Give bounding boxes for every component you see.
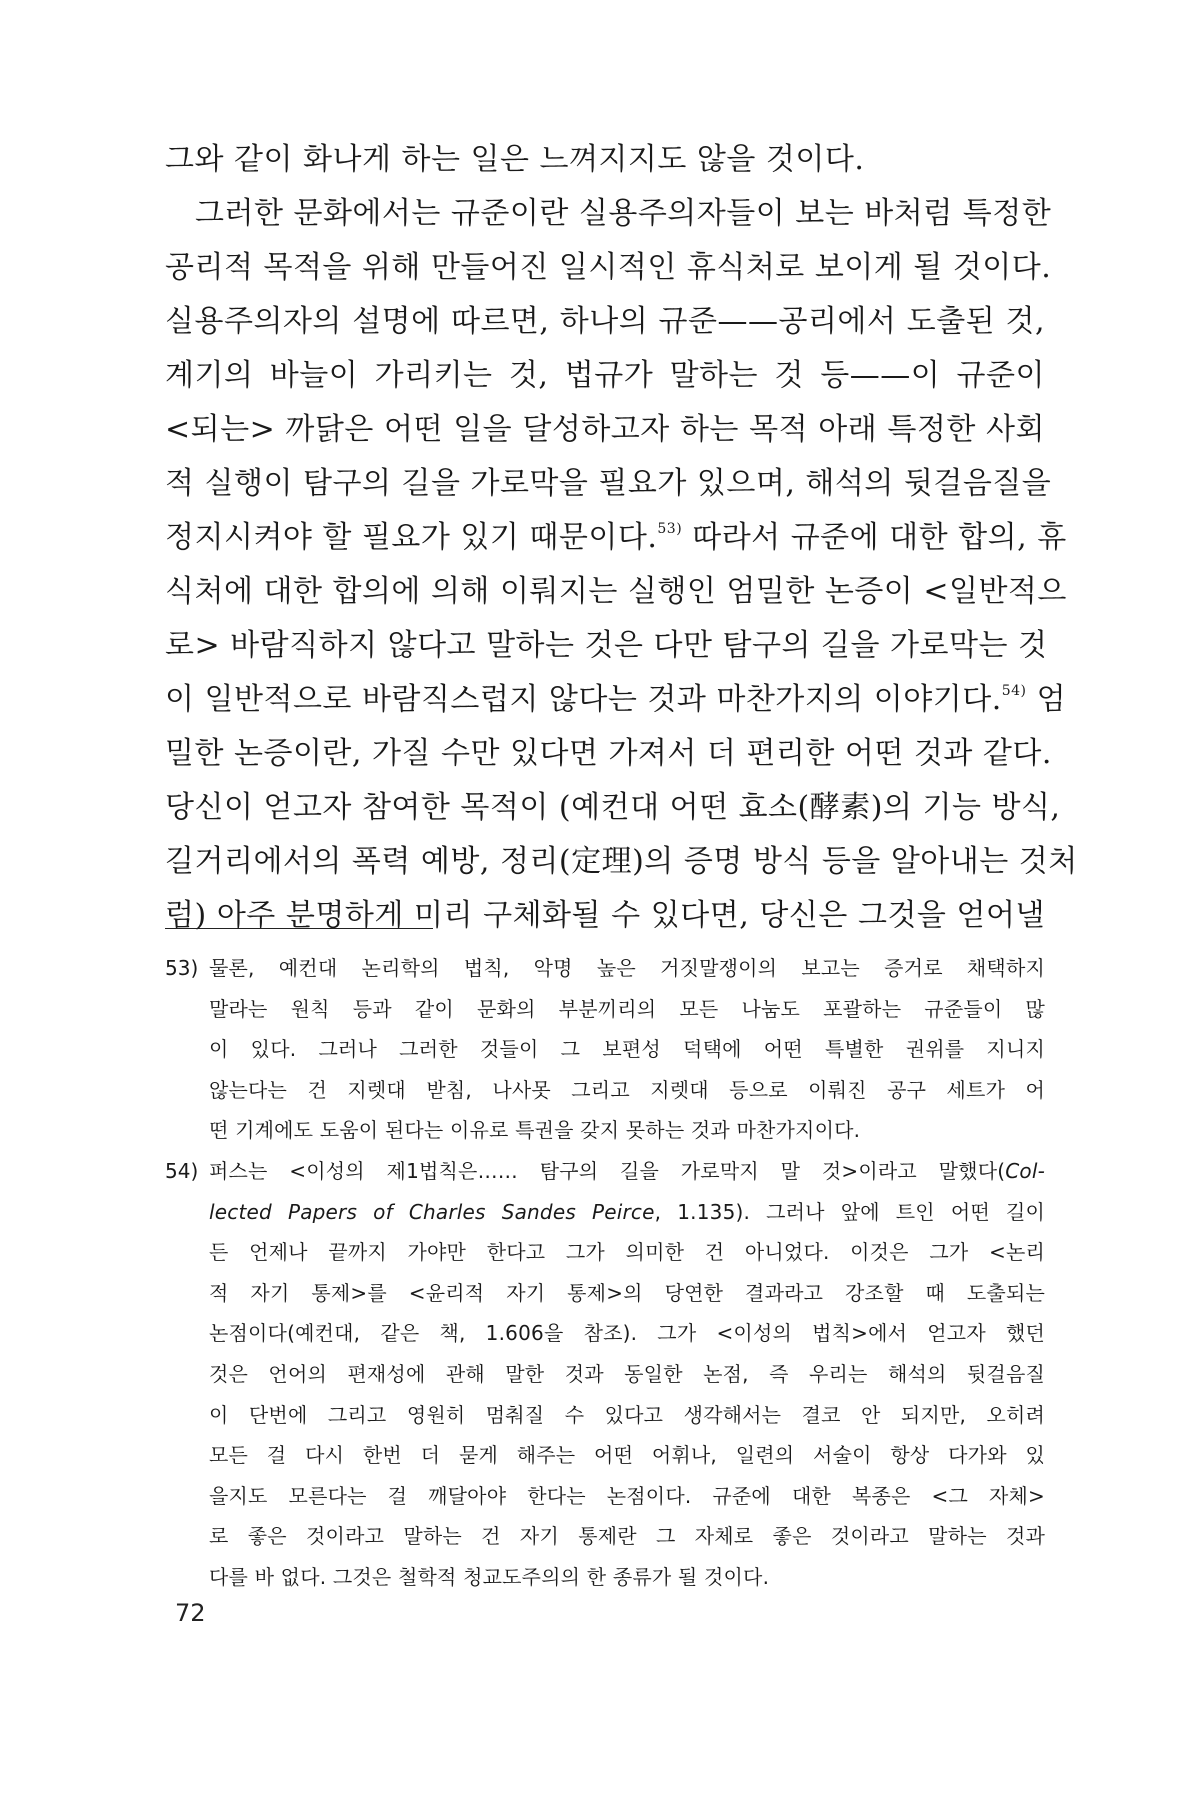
body-line bbox=[165, 518, 1067, 572]
body-line: 밀한 논증이란, 가질 수만 있다면 가져서 더 편리한 어떤 것과 같다. bbox=[165, 736, 1052, 771]
body-line: 공리적 목적을 위해 만들어진 일시적인 휴식처로 보이게 될 것이다. bbox=[165, 250, 1052, 285]
body-line: 식처에 대한 합의에 의해 이뤄지는 실행인 엄밀한 논증이 <일반적으 bbox=[165, 574, 1067, 609]
footnote-reference-54[interactable]: 54) bbox=[1001, 683, 1027, 699]
body-line: 실용주의자의 설명에 따르면, 하나의 규준——공리에서 도출된 것, bbox=[165, 304, 1045, 339]
body-line: 럼) 아주 분명하게 미리 구체화될 수 있다면, 당신은 그것을 얻어낼 bbox=[165, 898, 1045, 933]
footnote-line: 적 자기 통제>를 <윤리적 자기 통제>의 당연한 결과라고 강조할 때 도출되는 bbox=[209, 1280, 1045, 1305]
body-segment: 따라서 규준에 대한 합의, 휴 bbox=[692, 520, 1067, 555]
footnote-line: 않는다는 건 지렛대 받침, 나사못 그리고 지렛대 등으로 이뤄진 공구 세트가 어 bbox=[209, 1077, 1045, 1102]
body-line: 계기의 바늘이 가리키는 것, 법규가 말하는 것 등——이 규준이 bbox=[165, 358, 1045, 393]
footnote-54 bbox=[165, 1151, 1045, 1598]
body-line: 로> 바람직하지 않다고 말하는 것은 다만 탐구의 길을 가로막는 것 bbox=[165, 628, 1048, 663]
body-segment: 엄 bbox=[1036, 682, 1067, 717]
page-number: 72 bbox=[175, 1599, 206, 1627]
body-line: 그와 같이 화나게 하는 일은 느껴지지도 않을 것이다. bbox=[165, 142, 865, 177]
footnote-line: 다를 바 없다. 그것은 철학적 청교도주의의 한 종류가 될 것이다. bbox=[209, 1564, 770, 1589]
body-line: 당신이 얻고자 참여한 목적이 (예컨대 어떤 효소(酵素)의 기능 방식, bbox=[165, 790, 1061, 825]
footnote-line bbox=[209, 1151, 1045, 1192]
footnote-line: 것은 언어의 편재성에 관해 말한 것과 동일한 논점, 즉 우리는 해석의 뒷걸음질 bbox=[209, 1361, 1045, 1386]
footnote-line: 논점이다(예컨대, 같은 책, 1.606을 참조). 그가 <이성의 법칙>에서 얻고자 했던 bbox=[209, 1321, 1045, 1346]
footnote-line: 이 있다. 그러나 그러한 것들이 그 보편성 덕택에 어떤 특별한 권위를 지니지 bbox=[209, 1037, 1045, 1062]
footnote-line: 모든 걸 다시 한번 더 묻게 해주는 어떤 어휘나, 일련의 서술이 항상 다가와 있 bbox=[209, 1443, 1045, 1468]
footnote-text: , 1.135). 그러나 앞에 트인 어떤 길이 bbox=[654, 1199, 1045, 1224]
footnote-line: 이 단번에 그리고 영원히 멈춰질 수 있다고 생각해서는 결코 안 되지만, 오히려 bbox=[209, 1402, 1045, 1427]
footnote-separator bbox=[165, 928, 433, 929]
body-text bbox=[165, 140, 1078, 950]
footnote-number: 54) bbox=[165, 1158, 199, 1183]
body-segment: 정지시켜야 할 필요가 있기 때문이다. bbox=[165, 520, 658, 555]
footnote-line: 물론, 예컨대 논리학의 법칙, 악명 높은 거짓말쟁이의 보고는 증거로 채택하지 bbox=[209, 956, 1045, 980]
book-title-italic: Col- bbox=[1005, 1158, 1045, 1183]
footnote-53 bbox=[165, 948, 1045, 1151]
body-line: 그러한 문화에서는 규준이란 실용주의자들이 보는 바처럼 특정한 bbox=[195, 196, 1052, 231]
footnotes bbox=[165, 948, 1045, 1598]
footnote-line: 든 언제나 끝까지 가야만 한다고 그가 의미한 건 아니었다. 이것은 그가 <논리 bbox=[209, 1240, 1045, 1265]
footnote-text: 퍼스는 <이성의 제1법칙은…… 탐구의 길을 가로막지 말 것>이라고 말했다( bbox=[209, 1158, 1006, 1183]
body-line: 적 실행이 탐구의 길을 가로막을 필요가 있으며, 해석의 뒷걸음질을 bbox=[165, 466, 1052, 501]
footnote-line: 로 좋은 것이라고 말하는 건 자기 통제란 그 자체로 좋은 것이라고 말하는 것과 bbox=[209, 1524, 1045, 1549]
footnote-line bbox=[209, 1192, 1045, 1233]
body-line bbox=[165, 680, 1067, 734]
footnote-reference-53[interactable]: 53) bbox=[657, 521, 683, 537]
book-title-italic: lected Papers of Charles Sandes Peirce bbox=[209, 1199, 655, 1224]
footnote-number: 53) bbox=[165, 956, 199, 980]
body-line: 길거리에서의 폭력 예방, 정리(定理)의 증명 방식 등을 알아내는 것처 bbox=[165, 844, 1078, 879]
footnote-line: 떤 기계에도 도움이 된다는 이유로 특권을 갖지 못하는 것과 마찬가지이다. bbox=[209, 1118, 861, 1143]
body-segment: 이 일반적으로 바람직스럽지 않다는 것과 마찬가지의 이야기다. bbox=[165, 682, 1002, 717]
footnote-line: 말라는 원칙 등과 같이 문화의 부분끼리의 모든 나눔도 포괄하는 규준들이 많 bbox=[209, 996, 1045, 1021]
body-line: <되는> 까닭은 어떤 일을 달성하고자 하는 목적 아래 특정한 사회 bbox=[165, 412, 1045, 447]
footnote-line: 을지도 모른다는 걸 깨달아야 한다는 논점이다. 규준에 대한 복종은 <그 자체> bbox=[209, 1483, 1045, 1508]
